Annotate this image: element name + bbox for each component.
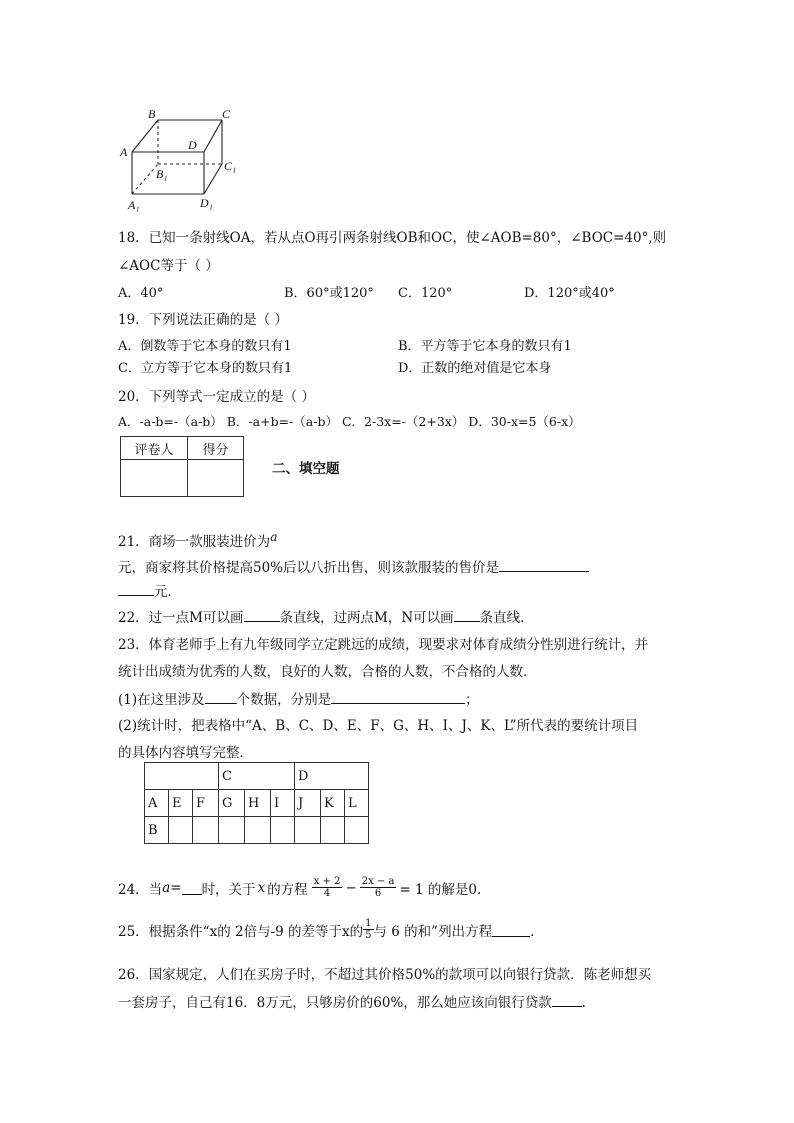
- q21-answer-blank[interactable]: [499, 557, 589, 572]
- grader-cell-score[interactable]: [188, 460, 244, 497]
- table-row: [145, 790, 369, 817]
- table-cell[interactable]: [321, 817, 345, 844]
- table-cell-e: E: [169, 790, 193, 817]
- q25-part2: 与 6 的和”列出方程: [373, 923, 493, 940]
- edge-A-B: [132, 120, 158, 152]
- q21-text1: 21．商场一款服装进价为: [118, 534, 271, 550]
- q23-blank-count[interactable]: [205, 689, 237, 704]
- q24-part3: 时，关于: [201, 881, 256, 898]
- q24-part1: 24．当: [118, 881, 163, 898]
- q21-line3: [118, 580, 181, 600]
- q22-part1: 22．过一点M可以画: [118, 610, 244, 626]
- label-A: A: [120, 145, 128, 159]
- q23-sub2-line1: (2)统计时，把表格中“A、B、C、D、E、F、G、H、I、J、K、L”所代表的要统计项目: [118, 718, 639, 734]
- prism-figure: [118, 100, 248, 212]
- table-cell-a: A: [145, 790, 169, 817]
- q26-line1: 26．国家规定，人们在买房子时，不超过其价格50%的款项可以向银行贷款．陈老师想买: [118, 967, 652, 983]
- q21-line1: [118, 530, 277, 550]
- q18-stem-line2: ∠AOC等于（ ）: [118, 258, 219, 274]
- q23-line2: 统计出成绩为优秀的人数，良好的人数，合格的人数，不合格的人数．: [118, 664, 537, 680]
- table-cell-i: I: [271, 790, 295, 817]
- q26-line2: [118, 991, 595, 1011]
- q24-part4: 的方程: [267, 881, 308, 898]
- q24-minus: −: [345, 879, 357, 896]
- edge-C-D: [204, 120, 222, 152]
- q22-blank-1[interactable]: [244, 607, 280, 622]
- q24-frac2-num: 2x − a: [361, 876, 395, 887]
- q26-text2: 一套房子，自己有16．8万元，只够房价的60%，那么她应该向银行贷款: [118, 995, 552, 1011]
- q24-blank[interactable]: [182, 880, 202, 895]
- q21-answer-blank-cont[interactable]: [118, 581, 154, 596]
- label-C1: C₁: [224, 159, 237, 173]
- q18-stem-line1: 18．已知一条射线OA，若从点O再引两条射线OB和OC，使∠AOB=80°，∠BOC=40°,则: [118, 230, 667, 246]
- table-cell-f: F: [193, 790, 219, 817]
- q24-part5: = 1 的解是0.: [399, 881, 482, 898]
- q23-stats-table: [144, 762, 369, 844]
- table-cell-g: G: [219, 790, 245, 817]
- q21-var-a: a: [270, 530, 278, 544]
- edge-A1-B1: [132, 164, 158, 194]
- q26-end: ．: [581, 995, 596, 1011]
- table-cell-d: D: [295, 763, 369, 790]
- table-cell-c: C: [219, 763, 295, 790]
- q19-option-c: C．立方等于它本身的数只有1: [118, 361, 293, 376]
- table-cell-h: H: [245, 790, 271, 817]
- q21-text2: 元，商家将其价格提高50%后以八折出售，则该款服装的售价是: [118, 560, 500, 576]
- q24-var-x: x: [257, 879, 266, 896]
- q18-option-c: C．120°: [398, 286, 453, 301]
- q23-blank-list[interactable]: [331, 689, 465, 704]
- q24-frac1-num: x + 2: [313, 876, 341, 887]
- label-A1: A₁: [128, 198, 140, 212]
- q22-part3: 条直线．: [479, 610, 534, 626]
- table-row: [145, 763, 369, 790]
- label-B1: B₁: [156, 167, 168, 181]
- grader-table: [120, 436, 244, 497]
- q25-end: ．: [530, 923, 544, 940]
- q23-sub1-a: (1)在这里涉及: [118, 692, 205, 708]
- q24-fraction-2: [360, 876, 397, 899]
- prism-diagram: [118, 100, 248, 212]
- q24-part2: =: [170, 879, 182, 896]
- q18-option-a: A．40°: [118, 286, 164, 301]
- table-cell[interactable]: [219, 817, 245, 844]
- grader-cell-reviewer[interactable]: [121, 460, 188, 497]
- grader-header-score: 得分: [188, 437, 244, 460]
- label-D1: D₁: [200, 196, 213, 210]
- table-cell[interactable]: [295, 817, 321, 844]
- q25-line: [118, 918, 544, 941]
- edge-C1-D1: [204, 164, 222, 194]
- label-B: B: [148, 107, 156, 121]
- grader-header-reviewer: 评卷人: [121, 437, 188, 460]
- section-2-title: 二、填空题: [272, 461, 340, 477]
- q20-options: A．-a-b=-（a-b） B．-a+b=-（a-b） C．2-3x=-（2+3x） D．30-x=5（6-x）: [118, 414, 581, 429]
- q25-blank[interactable]: [492, 922, 530, 937]
- table-cell[interactable]: [193, 817, 219, 844]
- table-cell[interactable]: [245, 817, 271, 844]
- q22-line: [118, 606, 534, 626]
- q24-fraction-1: [312, 876, 343, 899]
- q25-frac-den: 5: [365, 930, 372, 941]
- q23-sub1-end: ；: [465, 692, 479, 708]
- q21-unit: 元．: [154, 584, 181, 600]
- q19-option-b: B．平方等于它本身的数只有1: [398, 339, 572, 354]
- q19-stem: 19．下列说法正确的是（ ）: [118, 312, 288, 328]
- label-C: C: [222, 107, 231, 121]
- q22-part2: 条直线，过两点M，N可以画: [279, 610, 454, 626]
- q24-frac1-den: 4: [323, 888, 331, 899]
- q25-frac-num: 1: [365, 918, 372, 929]
- table-cell[interactable]: [169, 817, 193, 844]
- q23-sub1: [118, 688, 479, 708]
- table-cell-l: L: [345, 790, 369, 817]
- table-row: [145, 817, 369, 844]
- q24-var-a: a: [162, 879, 171, 896]
- q18-option-d: D．120°或40°: [524, 286, 615, 301]
- q19-option-d: D．正数的绝对值是它本身: [398, 361, 552, 376]
- table-cell-b: B: [145, 817, 169, 844]
- q26-blank[interactable]: [552, 992, 582, 1007]
- table-cell-k: K: [321, 790, 345, 817]
- label-D: D: [188, 138, 197, 152]
- q24-line: [118, 876, 481, 899]
- q23-sub2-line2: 的具体内容填写完整．: [118, 745, 253, 761]
- q19-option-a: A．倒数等于它本身的数只有1: [118, 339, 292, 354]
- q23-sub1-b: 个数据，分别是: [236, 692, 332, 708]
- table-cell[interactable]: [345, 817, 369, 844]
- q24-frac2-den: 6: [374, 888, 382, 899]
- q22-blank-2[interactable]: [454, 607, 480, 622]
- q18-option-b: B．60°或120°: [284, 286, 374, 301]
- q20-stem: 20．下列等式一定成立的是（ ）: [118, 389, 315, 405]
- q25-part1: 25．根据条件“x的 2倍与-9 的差等于x的: [118, 923, 364, 940]
- table-cell: [145, 763, 219, 790]
- q23-line1: 23．体育老师手上有九年级同学立定跳远的成绩，现要求对体育成绩分性别进行统计，并: [118, 637, 649, 653]
- q25-fraction: [363, 918, 373, 941]
- table-cell[interactable]: [271, 817, 295, 844]
- table-cell-j: J: [295, 790, 321, 817]
- q21-line2: [118, 556, 589, 576]
